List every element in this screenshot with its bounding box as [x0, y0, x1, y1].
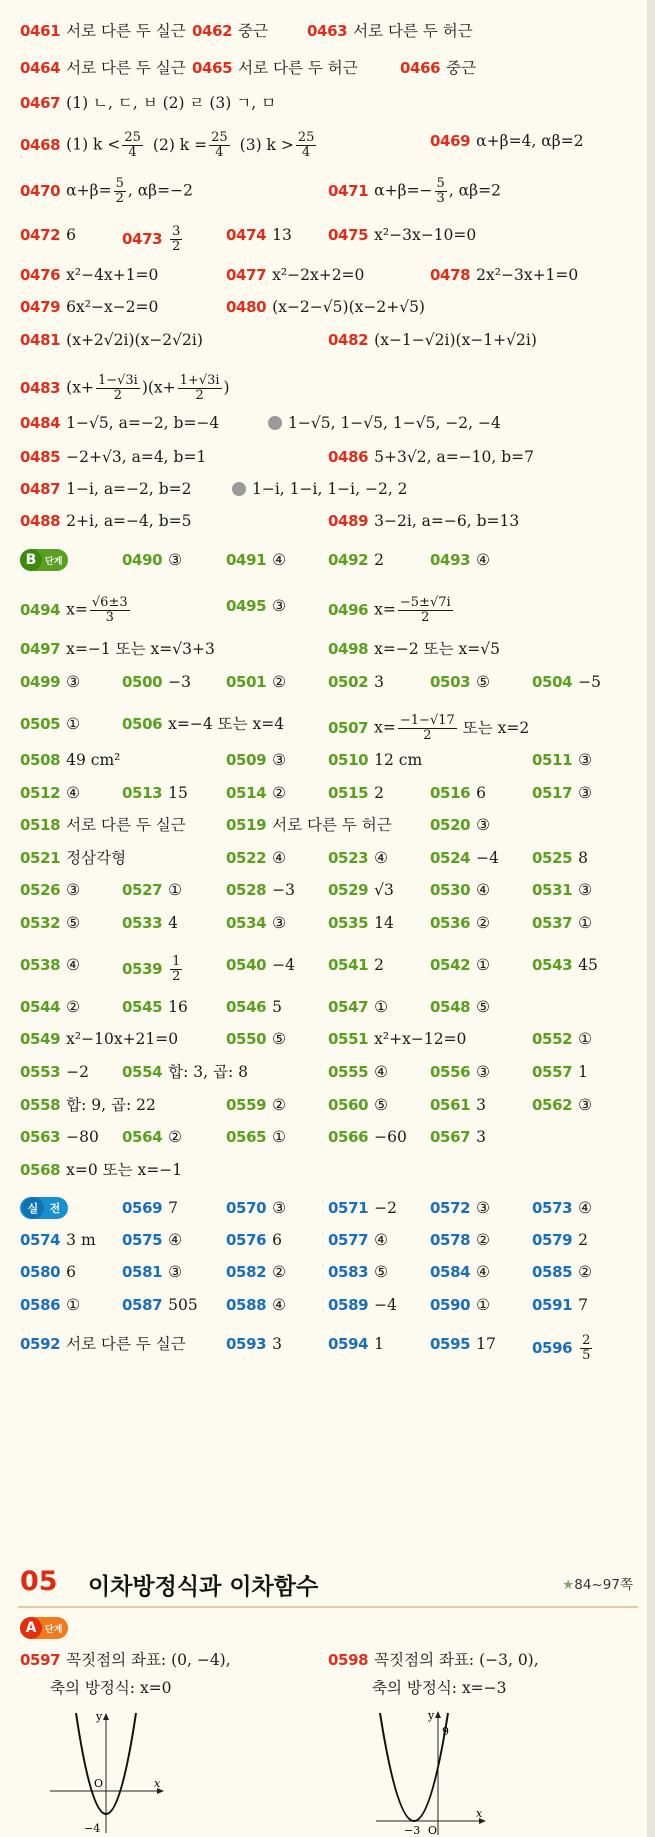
answer-0565: 0565 ①	[226, 1128, 287, 1146]
answer-0536: 0536 ②	[430, 914, 491, 932]
answer-0541: 0541 2	[328, 956, 385, 974]
answer-0545: 0545 16	[122, 998, 188, 1016]
answer-0494: 0494 x= $\frac{√6\pm 3}{3}$	[20, 595, 128, 625]
answer-0489: 0489 3−2i, a=−6, b=13	[328, 512, 520, 530]
answer-0596: 0596 $\frac{2}{5}$	[532, 1333, 591, 1363]
answer-0477: 0477 x²−2x+2=0	[226, 266, 365, 284]
answer-0543: 0543 45	[532, 956, 598, 974]
answer-0475: 0475 x²−3x−10=0	[328, 226, 477, 244]
answer-0560: 0560 ⑤	[328, 1096, 389, 1114]
answer-0598: 0598 꼭짓점의 좌표: (−3, 0),	[328, 1651, 539, 1669]
y-axis-label: y	[428, 1709, 435, 1722]
answer-0468: 0468 (1) k < $\frac{25}{4}$ (2) k = $\frac{25}{4}$ (3) k > $\frac{25}{4}$	[20, 130, 315, 160]
answer-0472: 0472 6	[20, 226, 77, 244]
page-edge	[647, 0, 655, 1837]
answer-0549: 0549 x²−10x+21=0	[20, 1030, 179, 1048]
answer-0534: 0534 ③	[226, 914, 287, 932]
answer-0586: 0586 ①	[20, 1296, 81, 1314]
answer-0497: 0497 x=−1 또는 x=√3+3	[20, 640, 215, 658]
answer-0591: 0591 7	[532, 1296, 589, 1314]
answer-0525: 0525 8	[532, 849, 589, 867]
answer-0496: 0496 x= $\frac{-5\pm√7i}{2}$	[328, 595, 451, 625]
answer-0524: 0524 −4	[430, 849, 500, 867]
answer-0554: 0554 합: 3, 곱: 8	[122, 1063, 248, 1081]
chapter-title: 이차방정식과 이차함수	[88, 1574, 319, 1600]
answer-0550: 0550 ⑤	[226, 1030, 287, 1048]
answer-0573: 0573 ④	[532, 1199, 593, 1217]
answer-0529: 0529 √3	[328, 881, 394, 899]
answer-0465: 0465 서로 다른 두 허근	[192, 59, 358, 77]
section-b-badge: B 단계	[20, 549, 68, 571]
answer-0571: 0571 −2	[328, 1199, 398, 1217]
answer-0563: 0563 −80	[20, 1128, 99, 1146]
answer-0548: 0548 ⑤	[430, 998, 491, 1016]
answer-0467: 0467 (1) ㄴ, ㄷ, ㅂ (2) ㄹ (3) ㄱ, ㅁ	[20, 94, 277, 112]
section-a-badge: A 단계	[20, 1617, 68, 1639]
answer-0506: 0506 x=−4 또는 x=4	[122, 715, 285, 733]
answer-0531: 0531 ③	[532, 881, 593, 899]
answer-0539: 0539 $\frac{1}{2}$	[122, 954, 181, 984]
answer-0597: 0597 꼭짓점의 좌표: (0, −4),	[20, 1651, 231, 1669]
answer-0499: 0499 ③	[20, 673, 81, 691]
y-axis-arrow	[435, 1711, 441, 1718]
answer-0517: 0517 ③	[532, 784, 593, 802]
answer-0526: 0526 ③	[20, 881, 81, 899]
answer-0567: 0567 3	[430, 1128, 487, 1146]
y-axis-label: y	[96, 1710, 103, 1723]
answer-0471: 0471 α+β=− $\frac{5}{3}$ , αβ=2	[328, 176, 501, 206]
y-axis-arrow	[103, 1713, 109, 1720]
answer-0578: 0578 ②	[430, 1231, 491, 1249]
answer-0503: 0503 ⑤	[430, 673, 491, 691]
answer-0551: 0551 x²+x−12=0	[328, 1030, 467, 1048]
answer-0490: 0490 ③	[122, 551, 183, 569]
answer-0515: 0515 2	[328, 784, 385, 802]
chapter-number: 05	[20, 1566, 58, 1597]
answer-0576: 0576 6	[226, 1231, 283, 1249]
answer-0537: 0537 ①	[532, 914, 593, 932]
answer-0580: 0580 6	[20, 1263, 77, 1281]
answer-0492: 0492 2	[328, 551, 385, 569]
answer-0469: 0469 α+β=4, αβ=2	[430, 132, 584, 150]
answer-0516: 0516 6	[430, 784, 487, 802]
answer-0577: 0577 ④	[328, 1231, 389, 1249]
answer-0482: 0482 (x−1−√2i)(x−1+√2i)	[328, 331, 537, 349]
answer-0461: 0461 서로 다른 두 실근	[20, 22, 186, 40]
answer-0557: 0557 1	[532, 1063, 589, 1081]
answer-0575: 0575 ④	[122, 1231, 183, 1249]
answer-0585: 0585 ②	[532, 1263, 593, 1281]
section-practice-badge: 실 전	[20, 1197, 68, 1219]
answer-0523: 0523 ④	[328, 849, 389, 867]
answer-0555: 0555 ④	[328, 1063, 389, 1081]
answer-0556: 0556 ③	[430, 1063, 491, 1081]
answer-0582: 0582 ②	[226, 1263, 287, 1281]
answer-0491: 0491 ④	[226, 551, 287, 569]
answer-0530: 0530 ④	[430, 881, 491, 899]
chapter-divider	[18, 1606, 638, 1608]
answer-0522: 0522 ④	[226, 849, 287, 867]
answer-0479: 0479 6x²−x−2=0	[20, 298, 159, 316]
answer-0535: 0535 14	[328, 914, 394, 932]
answer-0566: 0566 −60	[328, 1128, 407, 1146]
answer-0508: 0508 49 cm²	[20, 751, 121, 769]
answer-0474: 0474 13	[226, 226, 292, 244]
answer-0570: 0570 ③	[226, 1199, 287, 1217]
answer-0480: 0480 (x−2−√5)(x−2+√5)	[226, 298, 425, 316]
answer-0597-axis: 축의 방정식: x=0	[50, 1679, 172, 1697]
answer-0484-extra: 1−√5, 1−√5, 1−√5, −2, −4	[268, 413, 501, 433]
vertex-label: −4	[84, 1822, 101, 1835]
answer-0584: 0584 ④	[430, 1263, 491, 1281]
answer-0532: 0532 ⑤	[20, 914, 81, 932]
answer-0527: 0527 ①	[122, 881, 183, 899]
answer-0583: 0583 ⑤	[328, 1263, 389, 1281]
x-axis-label: x	[476, 1807, 483, 1820]
answer-0487-extra: 1−i, 1−i, 1−i, −2, 2	[232, 479, 408, 499]
answer-0504: 0504 −5	[532, 673, 602, 691]
answer-0558: 0558 합: 9, 곱: 22	[20, 1096, 156, 1114]
answer-0546: 0546 5	[226, 998, 283, 1016]
answer-0519: 0519 서로 다른 두 허근	[226, 816, 392, 834]
answer-0574: 0574 3 m	[20, 1231, 96, 1249]
answer-0464: 0464 서로 다른 두 실근	[20, 59, 186, 77]
answer-0485: 0485 −2+√3, a=4, b=1	[20, 448, 207, 466]
answer-0590: 0590 ①	[430, 1296, 491, 1314]
answer-0493: 0493 ④	[430, 551, 491, 569]
answer-0533: 0533 4	[122, 914, 179, 932]
answer-0487: 0487 1−i, a=−2, b=2	[20, 480, 192, 498]
answer-0498: 0498 x=−2 또는 x=√5	[328, 640, 501, 658]
answer-0463: 0463 서로 다른 두 허근	[307, 22, 473, 40]
answer-0521: 0521 정삼각형	[20, 849, 127, 867]
answer-0579: 0579 2	[532, 1231, 589, 1249]
answer-0528: 0528 −3	[226, 881, 296, 899]
y-intercept-label: 9	[442, 1725, 449, 1738]
graph-0597	[40, 1705, 180, 1837]
answer-0520: 0520 ③	[430, 816, 491, 834]
answer-0466: 0466 중근	[400, 59, 477, 77]
answer-0512: 0512 ④	[20, 784, 81, 802]
answer-0509: 0509 ③	[226, 751, 287, 769]
answer-0505: 0505 ①	[20, 715, 81, 733]
answer-0595: 0595 17	[430, 1335, 496, 1353]
answer-0486: 0486 5+3√2, a=−10, b=7	[328, 448, 535, 466]
magnifier-icon	[232, 482, 246, 496]
answer-0540: 0540 −4	[226, 956, 296, 974]
answer-0587: 0587 505	[122, 1296, 198, 1314]
answer-0568: 0568 x=0 또는 x=−1	[20, 1161, 183, 1179]
answer-0592: 0592 서로 다른 두 실근	[20, 1335, 186, 1353]
answer-0562: 0562 ③	[532, 1096, 593, 1114]
answer-0481: 0481 (x+2√2i)(x−2√2i)	[20, 331, 203, 349]
magnifier-icon	[268, 416, 282, 430]
answer-0511: 0511 ③	[532, 751, 593, 769]
answer-0553: 0553 −2	[20, 1063, 90, 1081]
answer-0514: 0514 ②	[226, 784, 287, 802]
origin-label: O	[94, 1777, 104, 1790]
answer-0544: 0544 ②	[20, 998, 81, 1016]
answer-0564: 0564 ②	[122, 1128, 183, 1146]
answer-0473: 0473 $\frac{3}{2}$	[122, 224, 181, 254]
answer-0470: 0470 α+β= $\frac{5}{2}$ , αβ=−2	[20, 176, 193, 206]
answer-0483: 0483 (x+ $\frac{1-√3i}{2}$ )(x+ $\frac{1+√3i}{2}$ )	[20, 373, 230, 403]
graph-0598	[370, 1705, 500, 1837]
answer-0559: 0559 ②	[226, 1096, 287, 1114]
answer-0589: 0589 −4	[328, 1296, 398, 1314]
answer-0572: 0572 ③	[430, 1199, 491, 1217]
answer-0569: 0569 7	[122, 1199, 179, 1217]
answer-0495: 0495 ③	[226, 597, 287, 615]
chapter-page-range: ★84~97쪽	[562, 1577, 633, 1593]
answer-0507: 0507 x= $\frac{-1-√17}{2}$ 또는 x=2	[328, 713, 530, 743]
answer-0510: 0510 12 cm	[328, 751, 423, 769]
answer-0593: 0593 3	[226, 1335, 283, 1353]
star-icon: ★	[562, 1577, 575, 1593]
answer-0594: 0594 1	[328, 1335, 385, 1353]
origin-label: O	[428, 1824, 438, 1837]
answer-0462: 0462 중근	[192, 22, 269, 40]
answer-0538: 0538 ④	[20, 956, 81, 974]
answer-0501: 0501 ②	[226, 673, 287, 691]
answer-0484: 0484 1−√5, a=−2, b=−4	[20, 414, 220, 432]
answer-0518: 0518 서로 다른 두 실근	[20, 816, 186, 834]
x-axis-label: x	[154, 1777, 161, 1790]
answer-0478: 0478 2x²−3x+1=0	[430, 266, 579, 284]
answer-0552: 0552 ①	[532, 1030, 593, 1048]
answer-0500: 0500 −3	[122, 673, 192, 691]
answer-0588: 0588 ④	[226, 1296, 287, 1314]
answer-0598-axis: 축의 방정식: x=−3	[372, 1679, 507, 1697]
answer-0488: 0488 2+i, a=−4, b=5	[20, 512, 192, 530]
answer-0513: 0513 15	[122, 784, 188, 802]
vertex-label: −3	[404, 1824, 421, 1837]
answer-0502: 0502 3	[328, 673, 385, 691]
answer-0547: 0547 ①	[328, 998, 389, 1016]
answer-0542: 0542 ①	[430, 956, 491, 974]
answer-0476: 0476 x²−4x+1=0	[20, 266, 159, 284]
answer-0581: 0581 ③	[122, 1263, 183, 1281]
answer-0561: 0561 3	[430, 1096, 487, 1114]
